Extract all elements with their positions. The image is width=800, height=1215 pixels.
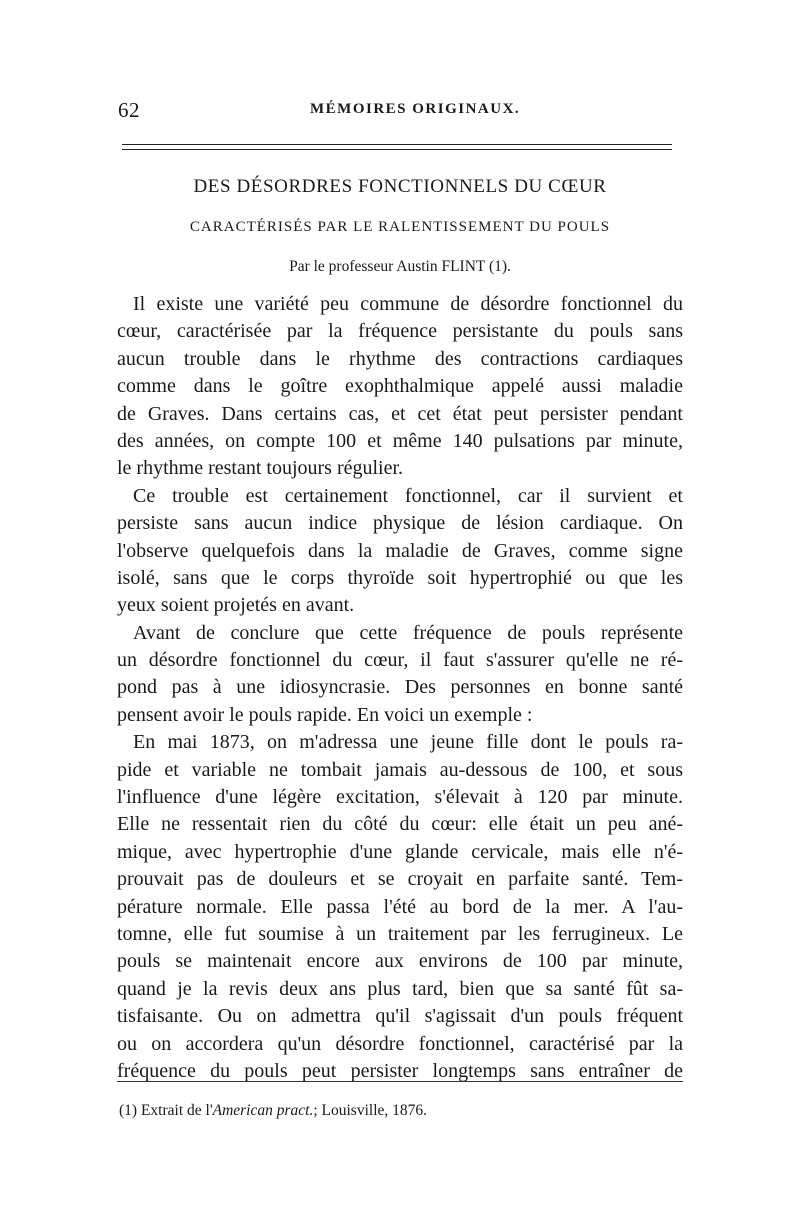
body-line: En mai 1873, on m'adressa une jeune fille dont le pouls ra- — [133, 731, 683, 754]
footnote — [119, 1102, 427, 1120]
article-subtitle: CARACTÉRISÉS PAR LE RALENTISSEMENT DU POULS — [189, 219, 611, 235]
article-byline: Par le professeur Austin FLINT (1). — [289, 258, 511, 275]
body-line: comme dans le goître exophthalmique appelé aussi maladie — [117, 375, 683, 398]
body-line: ou on accordera qu'un désordre fonctionnel, caractérisé par la — [117, 1032, 683, 1055]
body-line: pond pas à une idiosyncrasie. Des personnes en bonne santé — [117, 676, 683, 699]
body-line: pouls se maintenait encore aux environs de 100 par minute, — [117, 950, 683, 973]
body-line: tisfaisante. Ou on admettra qu'il s'agissait d'un pouls fréquent — [117, 1005, 683, 1028]
body-line: tomne, elle fut soumise à un traitement par les ferrugineux. Le — [117, 922, 683, 945]
body-line: des années, on compte 100 et même 140 pulsations par minute, — [117, 429, 683, 452]
body-line: pérature normale. Elle passa l'été au bord de la mer. A l'au- — [117, 895, 683, 918]
body-line: prouvait pas de douleurs et se croyait en parfaite santé. Tem- — [117, 868, 683, 891]
body-line: quand je la revis deux ans plus tard, bien que sa santé fût sa- — [117, 977, 683, 1000]
body-line: mique, avec hypertrophie d'une glande cervicale, mais elle n'é- — [117, 840, 683, 863]
body-line: l'influence d'une légère excitation, s'élevait à 120 par minute. — [117, 786, 683, 809]
body-line: yeux soient projetés en avant. — [117, 594, 355, 617]
body-line: l'observe quelquefois dans la maladie de Graves, comme signe — [117, 539, 683, 562]
article-body — [117, 291, 683, 1085]
body-line: un désordre fonctionnel du cœur, il faut s'assurer qu'elle ne ré- — [117, 649, 683, 672]
body-line: Elle ne ressentait rien du côté du cœur: elle était un peu ané- — [117, 813, 683, 836]
running-title: MÉMOIRES ORIGINAUX. — [310, 101, 521, 117]
body-line: pensent avoir le pouls rapide. En voici un exemple : — [117, 703, 533, 726]
body-line: de Graves. Dans certains cas, et cet état peut persister pendant — [117, 402, 683, 425]
body-line: le rhythme restant toujours régulier. — [117, 457, 404, 480]
body-line: aucun trouble dans le rhythme des contractions cardiaques — [117, 347, 683, 370]
body-line: cœur, caractérisée par la fréquence persistante du pouls sans — [117, 320, 683, 343]
running-header — [118, 98, 684, 128]
article-title: DES DÉSORDRES FONCTIONNELS DU CŒUR — [193, 176, 607, 197]
footnote-suffix: ; Louisville, 1876. — [313, 1102, 428, 1119]
footnote-source-title: American pract. — [212, 1102, 314, 1119]
body-line: isolé, sans que le corps thyroïde soit hypertrophié ou que les — [117, 566, 683, 589]
body-line: pide et variable ne tombait jamais au-dessous de 100, et sous — [117, 758, 683, 781]
body-line: Ce trouble est certainement fonctionnel, car il survient et — [133, 484, 683, 507]
footnote-prefix: (1) Extrait de l' — [119, 1102, 213, 1119]
body-line: Il existe une variété peu commune de désordre fonctionnel du — [133, 293, 683, 315]
body-line: fréquence du pouls peut persister longtemps sans entraîner de — [117, 1059, 683, 1082]
body-line: persiste sans aucun indice physique de lésion cardiaque. On — [117, 512, 683, 535]
header-double-rule — [122, 144, 672, 150]
body-line: Avant de conclure que cette fréquence de pouls représente — [133, 621, 683, 644]
footnote-rule — [117, 1081, 683, 1082]
page-number: 62 — [118, 98, 140, 122]
